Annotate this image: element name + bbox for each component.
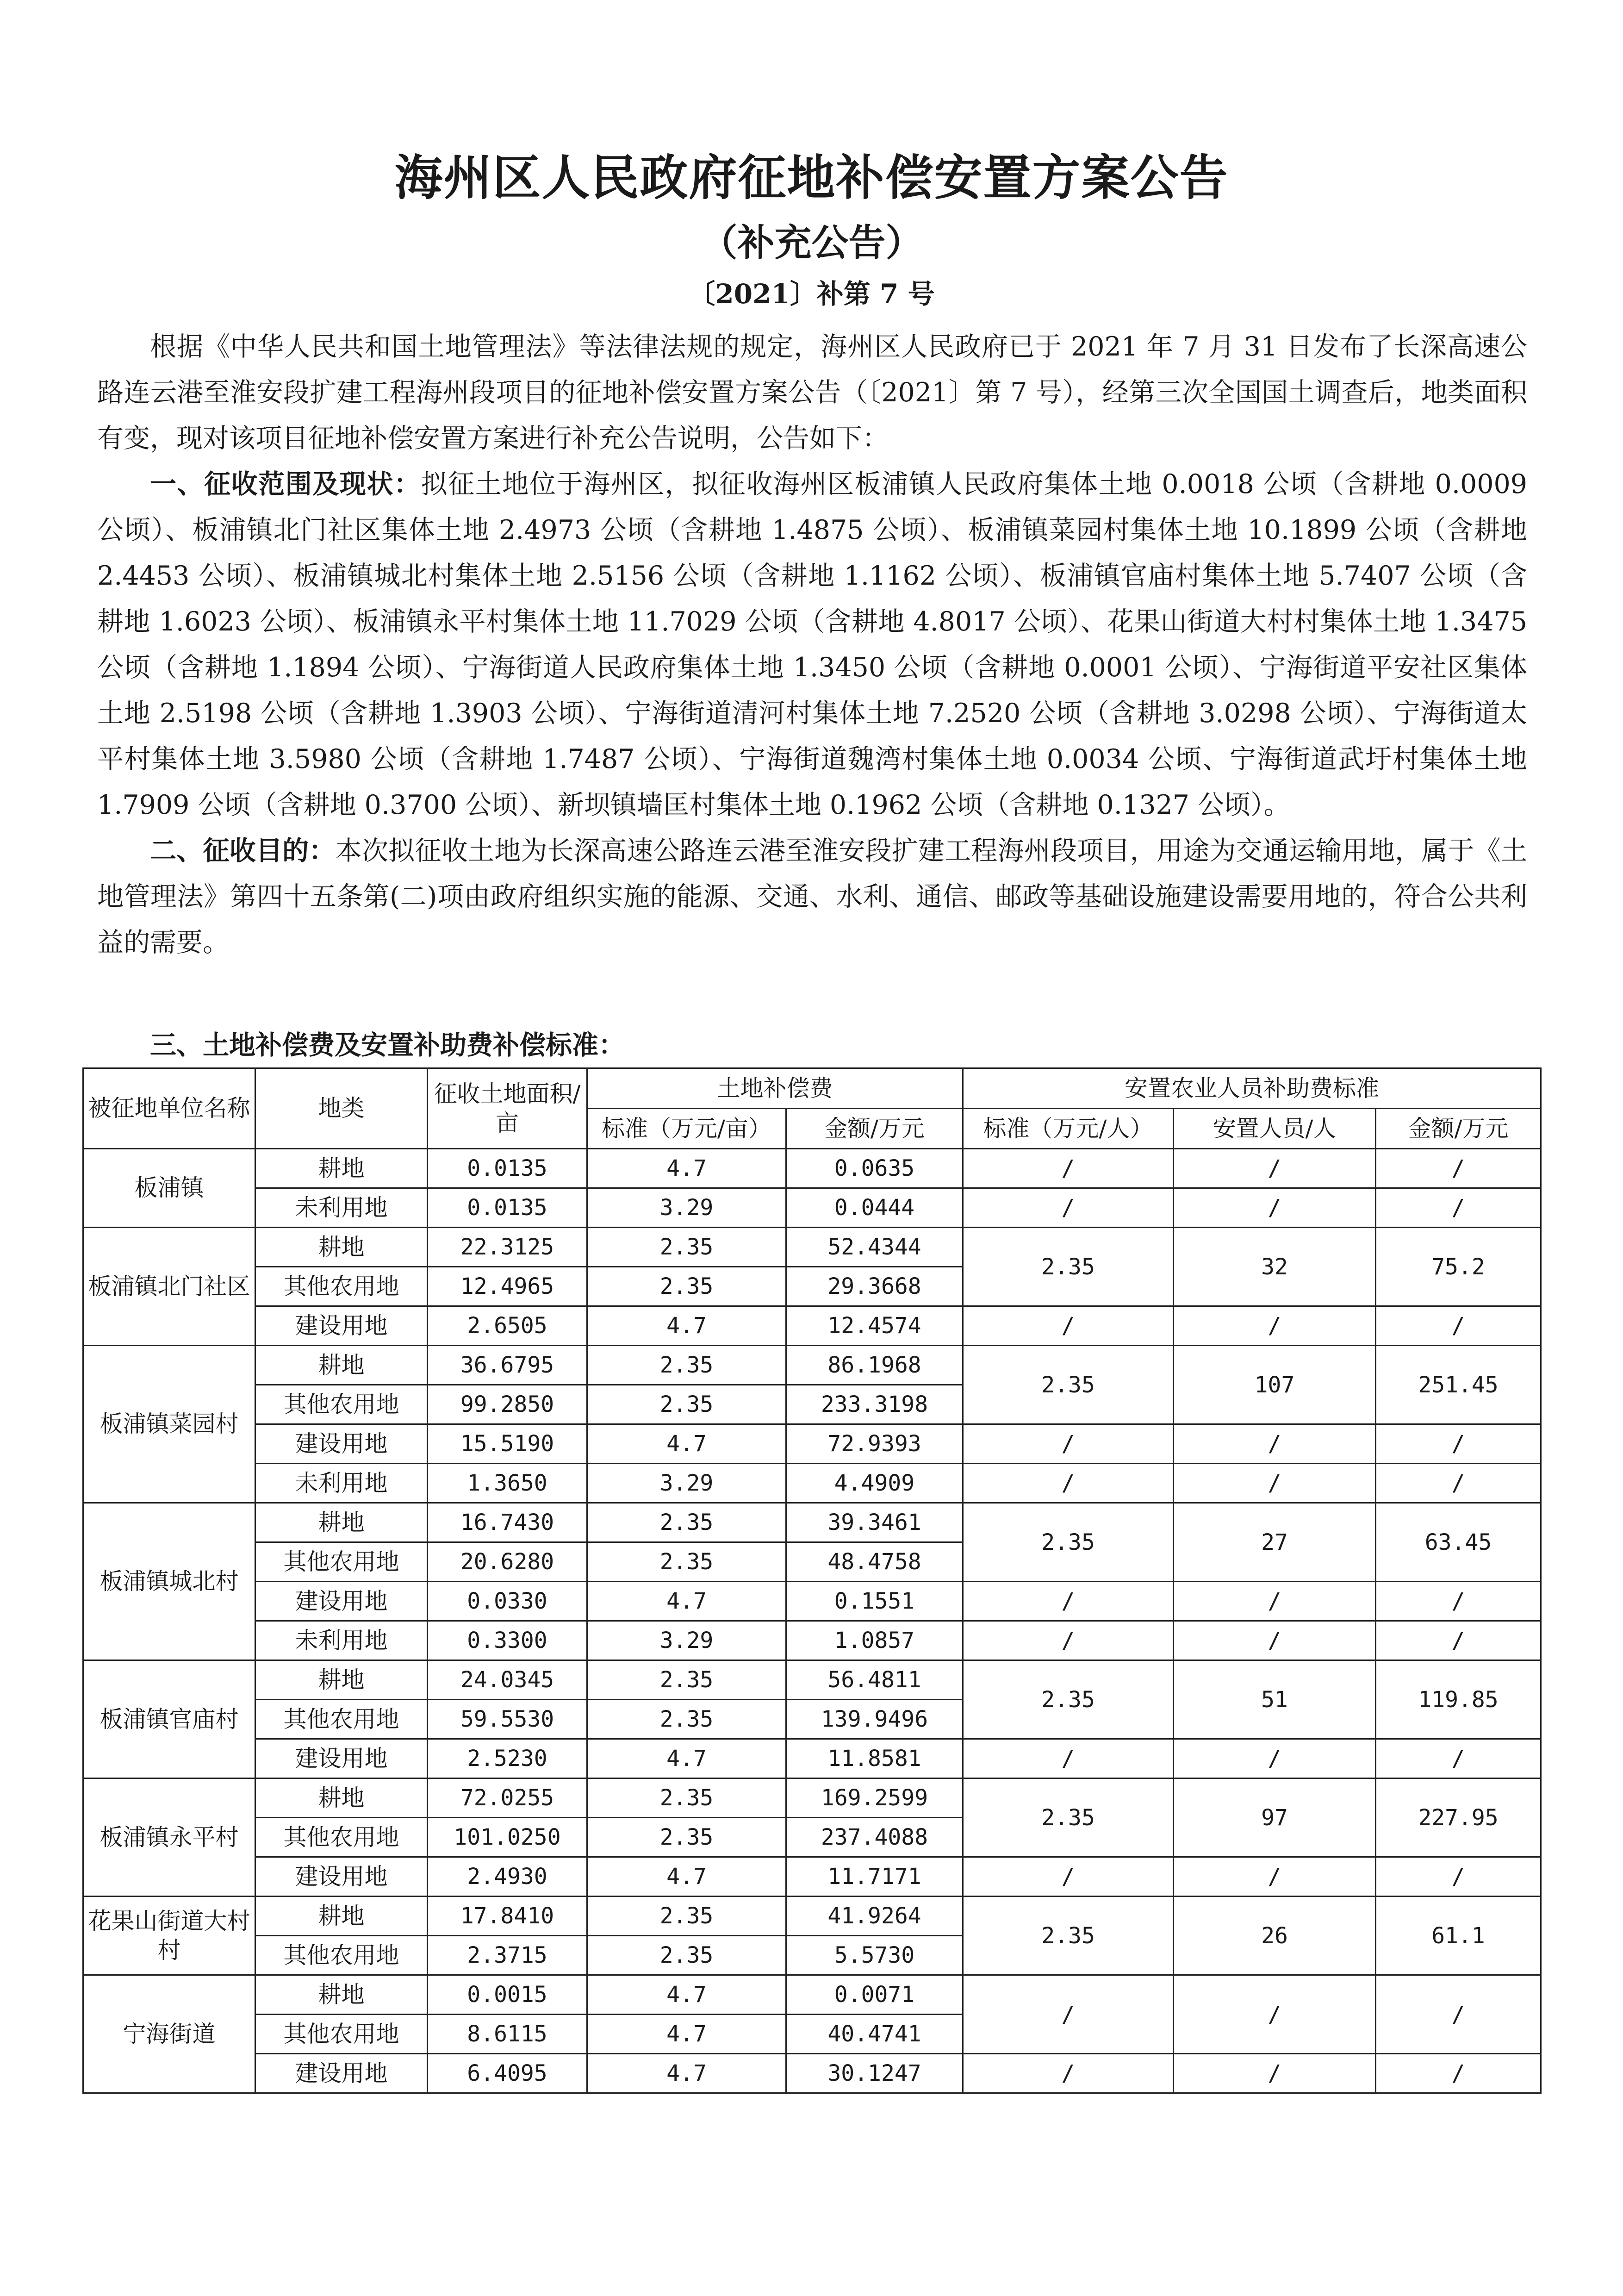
resettle-standard-cell: / [963,1188,1174,1228]
land-comp-amount-cell: 169.2599 [786,1778,963,1818]
land-type-cell: 耕地 [255,1346,428,1385]
land-comp-amount-cell: 30.1247 [786,2054,963,2093]
land-type-cell: 耕地 [255,1503,428,1542]
land-comp-standard-cell: 4.7 [587,1582,786,1621]
resettle-standard-cell: / [963,2054,1174,2093]
resettle-people-cell: / [1174,1464,1376,1503]
resettle-people-cell: 32 [1174,1228,1376,1306]
land-comp-standard-cell: 4.7 [587,1857,786,1897]
resettle-people-cell: 26 [1174,1897,1376,1975]
unit-name-cell: 板浦镇 [83,1149,255,1228]
table-row [83,1975,1541,2015]
unit-name-cell: 板浦镇永平村 [83,1778,255,1897]
land-comp-amount-cell: 4.4909 [786,1464,963,1503]
area-cell: 15.5190 [428,1424,587,1464]
land-type-cell: 耕地 [255,1975,428,2015]
land-type-cell: 未利用地 [255,1464,428,1503]
land-comp-standard-cell: 2.35 [587,1346,786,1385]
area-cell: 6.4095 [428,2054,587,2093]
resettle-amount-cell: 61.1 [1376,1897,1541,1975]
land-comp-standard-cell: 2.35 [587,1660,786,1700]
resettle-amount-cell: / [1376,1306,1541,1346]
land-type-cell: 其他农用地 [255,1936,428,1975]
resettle-people-cell: / [1174,1739,1376,1778]
resettle-amount-cell: 251.45 [1376,1346,1541,1424]
unit-name-cell: 花果山街道大村村 [83,1897,255,1975]
land-comp-amount-cell: 1.0857 [786,1621,963,1660]
land-comp-standard-cell: 4.7 [587,1306,786,1346]
resettle-people-cell: 51 [1174,1660,1376,1739]
section-3-heading: 三、土地补偿费及安置补助费补偿标准： [150,1030,625,1061]
land-type-cell: 建设用地 [255,1306,428,1346]
land-type-cell: 建设用地 [255,1857,428,1897]
resettle-standard-cell: 2.35 [963,1228,1174,1306]
resettle-standard-cell: / [963,1621,1174,1660]
land-comp-standard-cell: 2.35 [587,1818,786,1857]
land-comp-amount-cell: 5.5730 [786,1936,963,1975]
table-row [83,1306,1541,1346]
resettle-standard-cell: / [963,1464,1174,1503]
land-type-cell: 其他农用地 [255,1700,428,1739]
land-type-cell: 未利用地 [255,1188,428,1228]
land-type-cell: 建设用地 [255,1582,428,1621]
area-cell: 2.5230 [428,1739,587,1778]
land-comp-amount-cell: 0.0635 [786,1149,963,1188]
land-comp-standard-cell: 4.7 [587,1739,786,1778]
intro-paragraph: 根据《中华人民共和国土地管理法》等法律法规的规定，海州区人民政府已于 2021 年 7 月 31 日发布了长深高速公路连云港至淮安段扩建工程海州段项目的征地补偿安置方案公告（〔2021〕第 7 号），经第三次全国国土调查后，地类面积有变，现对该项目征地补偿安置方案进行补充公告说明，公告如下： [97,331,1527,454]
header-resettle-amount: 金额/万元 [1376,1109,1541,1149]
area-cell: 0.3300 [428,1621,587,1660]
table-row [83,1464,1541,1503]
land-comp-amount-cell: 52.4344 [786,1228,963,1267]
land-type-cell: 其他农用地 [255,1267,428,1306]
land-type-cell: 建设用地 [255,1739,428,1778]
header-land-type: 地类 [255,1068,428,1149]
area-cell: 36.6795 [428,1346,587,1385]
table-row [83,1582,1541,1621]
land-comp-standard-cell: 3.29 [587,1188,786,1228]
resettle-amount-cell: 75.2 [1376,1228,1541,1306]
area-cell: 2.4930 [428,1857,587,1897]
resettle-people-cell: 97 [1174,1778,1376,1857]
area-cell: 20.6280 [428,1542,587,1582]
resettle-standard-cell: 2.35 [963,1897,1174,1975]
resettle-standard-cell: / [963,1582,1174,1621]
section-2-heading: 二、征收目的： [150,836,336,866]
resettle-people-cell: / [1174,1857,1376,1897]
table-row [83,1424,1541,1464]
area-cell: 24.0345 [428,1660,587,1700]
compensation-table [82,1067,1542,2094]
table-row [83,1660,1541,1700]
land-comp-amount-cell: 86.1968 [786,1346,963,1385]
section-1-text: 拟征土地位于海州区，拟征收海州区板浦镇人民政府集体土地 0.0018 公顷（含耕地 0.0009 公顷）、板浦镇北门社区集体土地 2.4973 公顷（含耕地 1.4875 公顷）、板浦镇菜园村集体土地 10.1899 公顷（含耕地 2.4453 公顷）、板浦镇城北村集体土地 2.5156 公顷（含耕地 1.1162 公顷）、板浦镇官庙村集体土地 5.7407 公顷（含耕地 1.6023 公顷）、板浦镇永平村集体土地 11.7029 公顷（含耕地 4.8017 公顷）、花果山街道大村村集体土地 1.3475 公顷（含耕地 1.1894 公顷）、宁海街道人民政府集体土地 1.3450 公顷（含耕地 0.0001 公顷）、宁海街道平安社区集体土地 2.5198 公顷（含耕地 1.3903 公顷）、宁海街道清河村集体土地 7.2520 公顷（含耕地 3.0298 公顷）、宁海街道太平村集体土地 3.5980 公顷（含耕地 1.7487 公顷）、宁海街道魏湾村集体土地 0.0034 公顷、宁海街道武圩村集体土地 1.7909 公顷（含耕地 0.3700 公顷）、新坝镇墙匡村集体土地 0.1962 公顷（含耕地 0.1327 公顷）。 [97,469,1528,820]
area-cell: 8.6115 [428,2015,587,2054]
resettle-people-cell: / [1174,1424,1376,1464]
area-cell: 17.8410 [428,1897,587,1936]
land-type-cell: 其他农用地 [255,2015,428,2054]
page-subtitle: （补充公告） [700,221,923,264]
land-comp-amount-cell: 12.4574 [786,1306,963,1346]
land-type-cell: 其他农用地 [255,1818,428,1857]
land-comp-standard-cell: 3.29 [587,1464,786,1503]
table-row [83,1503,1541,1542]
resettle-standard-cell: 2.35 [963,1503,1174,1582]
land-comp-amount-cell: 40.4741 [786,2015,963,2054]
section-1-heading: 一、征收范围及现状： [150,469,421,499]
land-comp-amount-cell: 29.3668 [786,1267,963,1306]
table-row [83,2054,1541,2093]
unit-name-cell: 宁海街道 [83,1975,255,2093]
resettle-amount-cell: / [1376,1975,1541,2054]
header-area: 征收土地面积/亩 [428,1068,587,1149]
land-comp-amount-cell: 56.4811 [786,1660,963,1700]
land-comp-standard-cell: 2.35 [587,1385,786,1424]
resettle-people-cell: / [1174,2054,1376,2093]
section-1-paragraph [97,462,1527,828]
table-row [83,1346,1541,1385]
header-land-compensation: 土地补偿费 [587,1068,963,1109]
land-comp-standard-cell: 4.7 [587,1149,786,1188]
section-2-text: 本次拟征收土地为长深高速公路连云港至淮安段扩建工程海州段项目，用途为交通运输用地，属于《土地管理法》第四十五条第(二)项由政府组织实施的能源、交通、水利、通信、邮政等基础设施建设需要用地的，符合公共利益的需要。 [97,836,1528,958]
resettle-standard-cell: / [963,1424,1174,1464]
area-cell: 0.0330 [428,1582,587,1621]
area-cell: 2.6505 [428,1306,587,1346]
area-cell: 0.0135 [428,1149,587,1188]
resettle-amount-cell: / [1376,1739,1541,1778]
document-number: 〔2021〕补第 7 号 [688,278,935,310]
resettle-amount-cell: / [1376,1149,1541,1188]
resettle-people-cell: / [1174,1975,1376,2054]
header-unit: 被征地单位名称 [83,1068,255,1149]
land-comp-standard-cell: 2.35 [587,1503,786,1542]
land-comp-amount-cell: 0.0444 [786,1188,963,1228]
land-type-cell: 耕地 [255,1778,428,1818]
land-comp-amount-cell: 11.7171 [786,1857,963,1897]
land-comp-standard-cell: 4.7 [587,2015,786,2054]
resettle-standard-cell: / [963,1306,1174,1346]
resettle-amount-cell: / [1376,1188,1541,1228]
table-row [83,1739,1541,1778]
land-comp-standard-cell: 2.35 [587,1700,786,1739]
land-comp-amount-cell: 0.1551 [786,1582,963,1621]
resettle-standard-cell: 2.35 [963,1346,1174,1424]
land-type-cell: 建设用地 [255,1424,428,1464]
land-comp-standard-cell: 2.35 [587,1897,786,1936]
resettle-standard-cell: / [963,1857,1174,1897]
table-body [83,1149,1541,2093]
resettle-standard-cell: / [963,1975,1174,2054]
land-comp-amount-cell: 41.9264 [786,1897,963,1936]
resettle-amount-cell: / [1376,1621,1541,1660]
land-comp-standard-cell: 4.7 [587,1975,786,2015]
area-cell: 101.0250 [428,1818,587,1857]
area-cell: 59.5530 [428,1700,587,1739]
notice-body [97,324,1527,966]
resettle-people-cell: / [1174,1188,1376,1228]
resettle-standard-cell: / [963,1149,1174,1188]
header-land-comp-standard: 标准（万元/亩） [587,1109,786,1149]
land-type-cell: 耕地 [255,1149,428,1188]
resettle-people-cell: / [1174,1149,1376,1188]
table-header [83,1068,1541,1149]
land-type-cell: 建设用地 [255,2054,428,2093]
land-type-cell: 其他农用地 [255,1385,428,1424]
resettle-amount-cell: 63.45 [1376,1503,1541,1582]
land-comp-standard-cell: 2.35 [587,1228,786,1267]
page-title: 海州区人民政府征地补偿安置方案公告 [394,150,1229,206]
resettle-people-cell: / [1174,1621,1376,1660]
land-comp-standard-cell: 2.35 [587,1778,786,1818]
area-cell: 12.4965 [428,1267,587,1306]
header-resettlement: 安置农业人员补助费标准 [963,1068,1541,1109]
land-comp-standard-cell: 2.35 [587,1542,786,1582]
area-cell: 1.3650 [428,1464,587,1503]
header-land-comp-amount: 金额/万元 [786,1109,963,1149]
land-comp-amount-cell: 11.8581 [786,1739,963,1778]
table-row [83,1778,1541,1818]
area-cell: 72.0255 [428,1778,587,1818]
table-row [83,1857,1541,1897]
unit-name-cell: 板浦镇菜园村 [83,1346,255,1503]
area-cell: 2.3715 [428,1936,587,1975]
area-cell: 99.2850 [428,1385,587,1424]
resettle-people-cell: 107 [1174,1346,1376,1424]
land-type-cell: 未利用地 [255,1621,428,1660]
table-row [83,1188,1541,1228]
area-cell: 0.0135 [428,1188,587,1228]
area-cell: 16.7430 [428,1503,587,1542]
resettle-amount-cell: 119.85 [1376,1660,1541,1739]
section-2-paragraph [97,828,1527,966]
resettle-people-cell: 27 [1174,1503,1376,1582]
resettle-amount-cell: / [1376,1582,1541,1621]
resettle-standard-cell: / [963,1739,1174,1778]
header-resettle-people: 安置人员/人 [1174,1109,1376,1149]
land-comp-standard-cell: 4.7 [587,1424,786,1464]
resettle-amount-cell: / [1376,1424,1541,1464]
land-comp-standard-cell: 3.29 [587,1621,786,1660]
land-type-cell: 其他农用地 [255,1542,428,1582]
land-comp-amount-cell: 0.0071 [786,1975,963,2015]
area-cell: 0.0015 [428,1975,587,2015]
land-comp-amount-cell: 237.4088 [786,1818,963,1857]
land-comp-amount-cell: 72.9393 [786,1424,963,1464]
land-comp-amount-cell: 233.3198 [786,1385,963,1424]
resettle-people-cell: / [1174,1306,1376,1346]
area-cell: 22.3125 [428,1228,587,1267]
resettle-people-cell: / [1174,1582,1376,1621]
land-comp-standard-cell: 4.7 [587,2054,786,2093]
resettle-amount-cell: 227.95 [1376,1778,1541,1857]
resettle-amount-cell: / [1376,1857,1541,1897]
resettle-amount-cell: / [1376,2054,1541,2093]
table-row [83,1228,1541,1267]
header-resettle-standard: 标准（万元/人） [963,1109,1174,1149]
land-comp-standard-cell: 2.35 [587,1267,786,1306]
resettle-standard-cell: 2.35 [963,1778,1174,1857]
table-row [83,1149,1541,1188]
unit-name-cell: 板浦镇官庙村 [83,1660,255,1778]
resettle-amount-cell: / [1376,1464,1541,1503]
land-comp-amount-cell: 39.3461 [786,1503,963,1542]
land-type-cell: 耕地 [255,1228,428,1267]
table-row [83,1621,1541,1660]
unit-name-cell: 板浦镇城北村 [83,1503,255,1660]
resettle-standard-cell: 2.35 [963,1660,1174,1739]
unit-name-cell: 板浦镇北门社区 [83,1228,255,1346]
land-type-cell: 耕地 [255,1660,428,1700]
land-comp-standard-cell: 2.35 [587,1936,786,1975]
land-comp-amount-cell: 48.4758 [786,1542,963,1582]
land-type-cell: 耕地 [255,1897,428,1936]
table-row [83,1897,1541,1936]
land-comp-amount-cell: 139.9496 [786,1700,963,1739]
